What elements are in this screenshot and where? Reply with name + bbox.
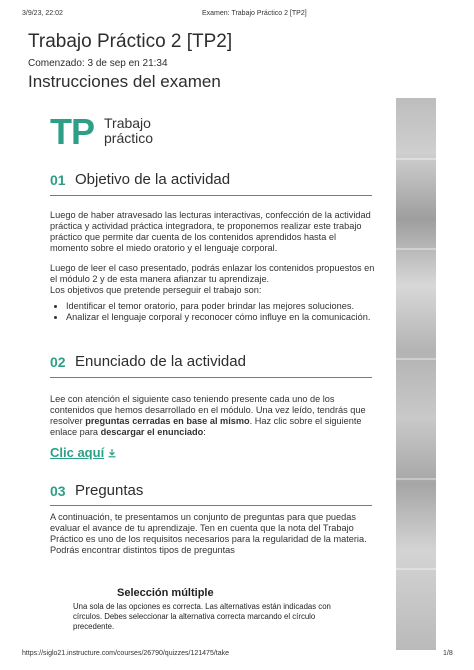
print-page-title: Examen: Trabajo Práctico 2 [TP2]: [202, 10, 307, 17]
tp-logo-text: [104, 116, 153, 146]
tp-logo-line2: práctico: [104, 130, 154, 146]
objective-paragraph-2: Luego de leer el caso presentado, podrás enlazar los contenidos propuestos en el módulo 2 y de esta manera afianzar tu aprendizaje.: [50, 263, 375, 284]
objective-text: [50, 210, 376, 323]
page-title: Trabajo Práctico 2 [TP2]: [28, 31, 233, 52]
statement-text-3: :: [203, 427, 206, 437]
list-item: • Identificar el temor oratorio, para poder brindar las mejores soluciones.: [66, 301, 376, 312]
section-number-02: 02: [50, 354, 66, 370]
statement-text-2: . Haz clic sobre el siguiente enlace para: [50, 416, 362, 437]
list-item: • Analizar el lenguaje corporal y reconocer cómo influye en la comunicación.: [66, 312, 376, 323]
section-divider: [50, 195, 372, 196]
download-icon: [107, 448, 117, 458]
statement-bold-1: preguntas cerradas en base al mismo: [85, 416, 250, 426]
section-title-objective: Objetivo de la actividad: [75, 171, 231, 188]
section-title-statement: Enunciado de la actividad: [75, 353, 246, 370]
print-url: https://siglo21.instructure.com/courses/26790/quizzes/121475/take: [22, 650, 230, 657]
section-divider: [50, 377, 372, 378]
questions-text: A continuación, te presentamos un conjunto de preguntas para que puedas evaluar el avance de tu aprendizaje. Ten en cuenta que la nota del Trabajo Práctico es uno de los requisitos necesarios para la regularidad de la materia. Podrás encontrar distintos tipos de preguntas: [50, 512, 367, 555]
objective-list: [50, 301, 376, 323]
decorative-side-image: [396, 98, 436, 650]
objective-paragraph-1: Luego de haber atravesado las lecturas interactivas, confección de la actividad práctica y actividad práctica integradora, te proponemos realizar este trabajo práctico que permite dar cuenta de los contenidos aprendidos hasta el momento sobre el miedo oratorio y el lenguaje corporal.: [50, 210, 371, 253]
section-title-questions: Preguntas: [75, 482, 144, 499]
started-text: Comenzado: 3 de sep en 21:34: [28, 58, 168, 69]
section-divider: [50, 505, 372, 506]
multiple-choice-text: Una sola de las opciones es correcta. Las alternativas están indicadas con círculos. Debes seleccionar la alternativa correcta marcando el círculo precedente.: [73, 602, 331, 631]
print-page-number: 1/8: [443, 650, 453, 657]
statement-bold-2: descargar el enunciado: [100, 427, 204, 437]
statement-text: [50, 394, 376, 438]
tp-logo-line1: Trabajo: [104, 115, 151, 131]
download-statement-link[interactable]: [50, 445, 117, 460]
download-link-label[interactable]: Clic aquí: [50, 445, 105, 460]
objective-paragraph-3: Los objetivos que pretende perseguir el trabajo son:: [50, 285, 262, 295]
tp-logo-mark: TP: [50, 111, 95, 152]
section-number-03: 03: [50, 483, 66, 499]
section-number-01: 01: [50, 172, 66, 188]
instructions-heading: Instrucciones del examen: [28, 72, 221, 91]
multiple-choice-title: Selección múltiple: [117, 587, 214, 599]
print-datetime: 3/9/23, 22:02: [22, 10, 63, 17]
statement-text-1: Lee con atención el siguiente caso teniendo presente cada uno de los contenidos que hemos desarrollado en el módulo. Una vez leído, tendrás que resolver: [50, 394, 366, 426]
